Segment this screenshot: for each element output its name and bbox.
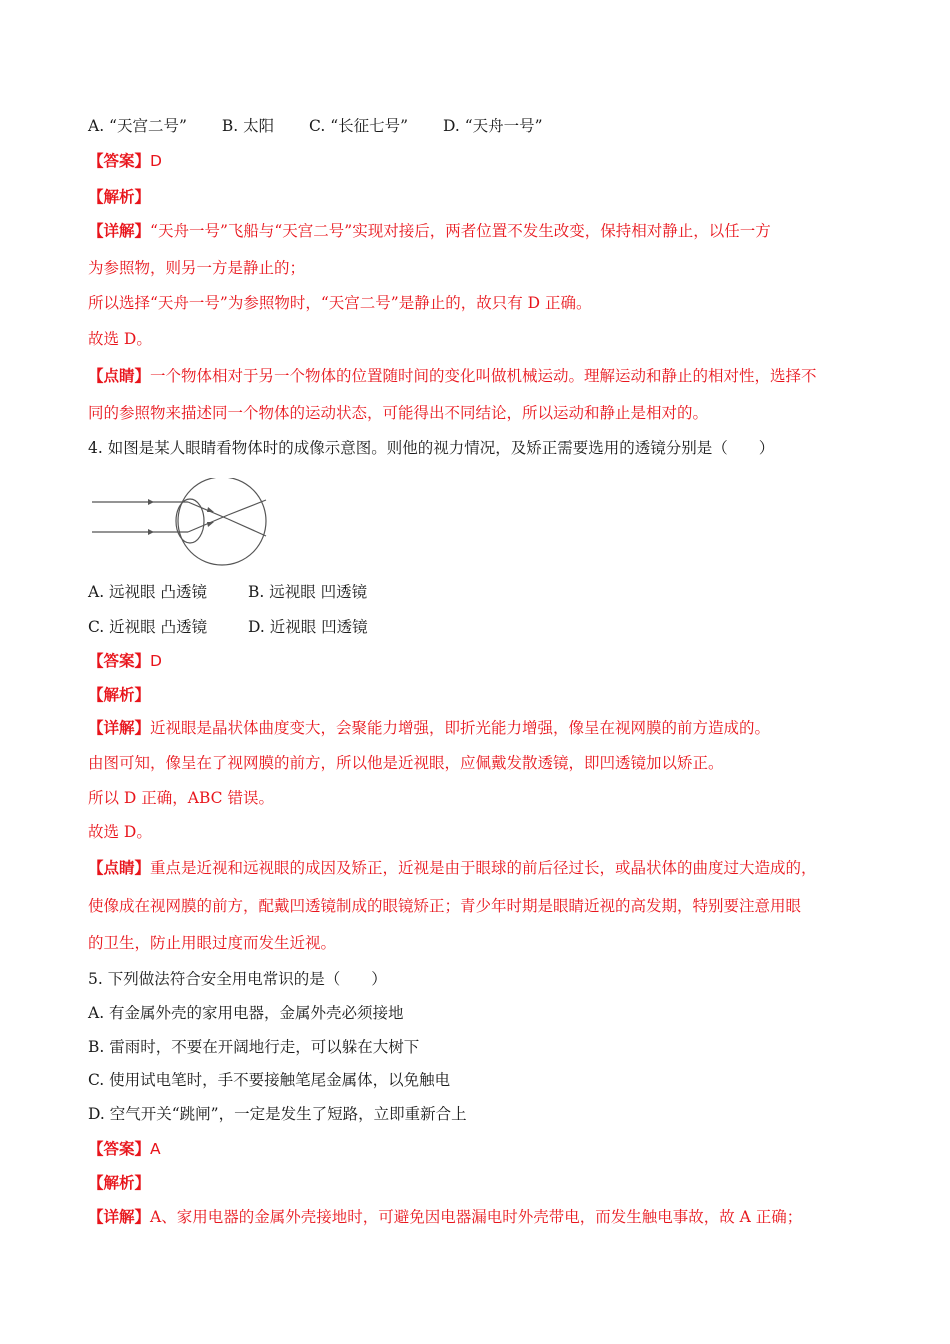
q4-comment-line-1: [88, 858, 817, 878]
q5-option-d: D. 空气开关“跳闸”，一定是发生了短路，立即重新合上: [88, 1105, 467, 1123]
q4-options-row-1: [88, 582, 367, 602]
q3-detail-line-1: [88, 221, 771, 241]
q3-option-a: A. “天宫二号”: [88, 117, 187, 135]
q4-answer-line: [88, 651, 162, 671]
arrow-inner-bottom-icon: [207, 522, 214, 527]
q4-detail-line-4: 故选 D。: [88, 823, 152, 841]
q4-comment-text-1: 重点是近视和远视眼的成因及矫正，近视是由于眼球的前后径过长，或晶状体的曲度过大造成的，: [150, 859, 817, 877]
diverging-ray-bottom: [228, 500, 266, 515]
arrow-bottom-icon: [148, 529, 154, 535]
q3-option-d: D. “天舟一号”: [442, 117, 543, 135]
q3-detail-text-1: “天舟一号”飞船与“天宫二号”实现对接后，两者位置不发生改变，保持相对静止，以任一方: [150, 222, 771, 240]
diverging-ray-top: [228, 519, 266, 536]
q4-answer: D: [150, 652, 162, 670]
q4-detail-line-3: 所以 D 正确，ABC 错误。: [88, 789, 274, 807]
q4-option-a: A. 远视眼 凸透镜: [88, 583, 207, 601]
q3-detail-line-3: 所以选择“天舟一号”为参照物时，“天宫二号”是静止的，故只有 D 正确。: [88, 294, 592, 312]
q5-answer-line: [88, 1139, 161, 1159]
arrow-top-icon: [148, 499, 154, 505]
q5-option-a: A. 有金属外壳的家用电器，金属外壳必须接地: [88, 1004, 404, 1022]
crystalline-lens: [176, 499, 204, 543]
q4-answer-tag: 【答案】: [88, 651, 151, 670]
q3-options: [88, 116, 573, 136]
q5-detail-text-1: A、家用电器的金属外壳接地时，可避免因电器漏电时外壳带电，而发生触电事故，故 A 正确；: [150, 1208, 803, 1226]
q4-analysis-tag: 【解析】: [88, 685, 151, 704]
q3-answer-tag: 【答案】: [88, 151, 151, 170]
q3-detail-line-4: 故选 D。: [88, 330, 152, 348]
q3-comment-line-1: [88, 366, 817, 386]
q3-comment-tag: 【点睛】: [88, 366, 151, 385]
eye-diagram: [88, 478, 288, 568]
q4-comment-tag: 【点睛】: [88, 858, 151, 877]
q5-option-b: B. 雷雨时，不要在开阔地行走，可以躲在大树下: [88, 1038, 420, 1056]
q4-option-b: B. 远视眼 凹透镜: [248, 583, 368, 601]
q5-answer-tag: 【答案】: [88, 1139, 151, 1158]
q4-detail-tag: 【详解】: [88, 718, 151, 737]
q3-option-c: C. “长征七号”: [309, 117, 409, 135]
q3-comment-line-2: 同的参照物来描述同一个物体的运动状态，可能得出不同结论，所以运动和静止是相对的。: [88, 404, 709, 422]
q5-detail-line-1: [88, 1207, 802, 1227]
q4-options-row-2: [88, 617, 368, 637]
q4-detail-line-2: 由图可知，像呈在了视网膜的前方，所以他是近视眼，应佩戴发散透镜，即凹透镜加以矫正。: [88, 754, 724, 772]
q3-comment-text-1: 一个物体相对于另一个物体的位置随时间的变化叫做机械运动。理解运动和静止的相对性，选择不: [150, 367, 817, 385]
q3-answer-line: [88, 151, 162, 171]
q4-option-d: D. 近视眼 凹透镜: [248, 618, 368, 636]
q4-option-c: C. 近视眼 凸透镜: [88, 618, 208, 636]
q5-stem: 5. 下列做法符合安全用电常识的是（ ）: [88, 970, 387, 988]
q4-comment-line-3: 的卫生，防止用眼过度而发生近视。: [88, 934, 337, 952]
q4-detail-line-1: [88, 718, 770, 738]
q5-analysis-tag: 【解析】: [88, 1173, 151, 1192]
q3-option-b: B. 太阳: [221, 117, 275, 135]
q4-stem: 4. 如图是某人眼睛看物体时的成像示意图。则他的视力情况，及矫正需要选用的透镜分别是（ ）: [88, 439, 775, 457]
q3-detail-tag: 【详解】: [88, 221, 151, 240]
q3-answer: D: [150, 152, 162, 170]
q5-option-c: C. 使用试电笔时，手不要接触笔尾金属体，以免触电: [88, 1071, 451, 1089]
q5-detail-tag: 【详解】: [88, 1207, 151, 1226]
arrow-inner-top-icon: [207, 507, 214, 512]
q4-comment-line-2: 使像成在视网膜的前方，配戴凹透镜制成的眼镜矫正；青少年时期是眼睛近视的高发期，特别要注意用眼: [88, 897, 802, 915]
q3-analysis-tag: 【解析】: [88, 187, 151, 206]
q3-detail-line-2: 为参照物，则另一方是静止的；: [88, 259, 306, 277]
q5-answer: A: [150, 1140, 161, 1158]
eyeball-outline: [178, 478, 266, 565]
q4-detail-text-1: 近视眼是晶状体曲度变大，会聚能力增强，即折光能力增强，像呈在视网膜的前方造成的。: [150, 719, 771, 737]
